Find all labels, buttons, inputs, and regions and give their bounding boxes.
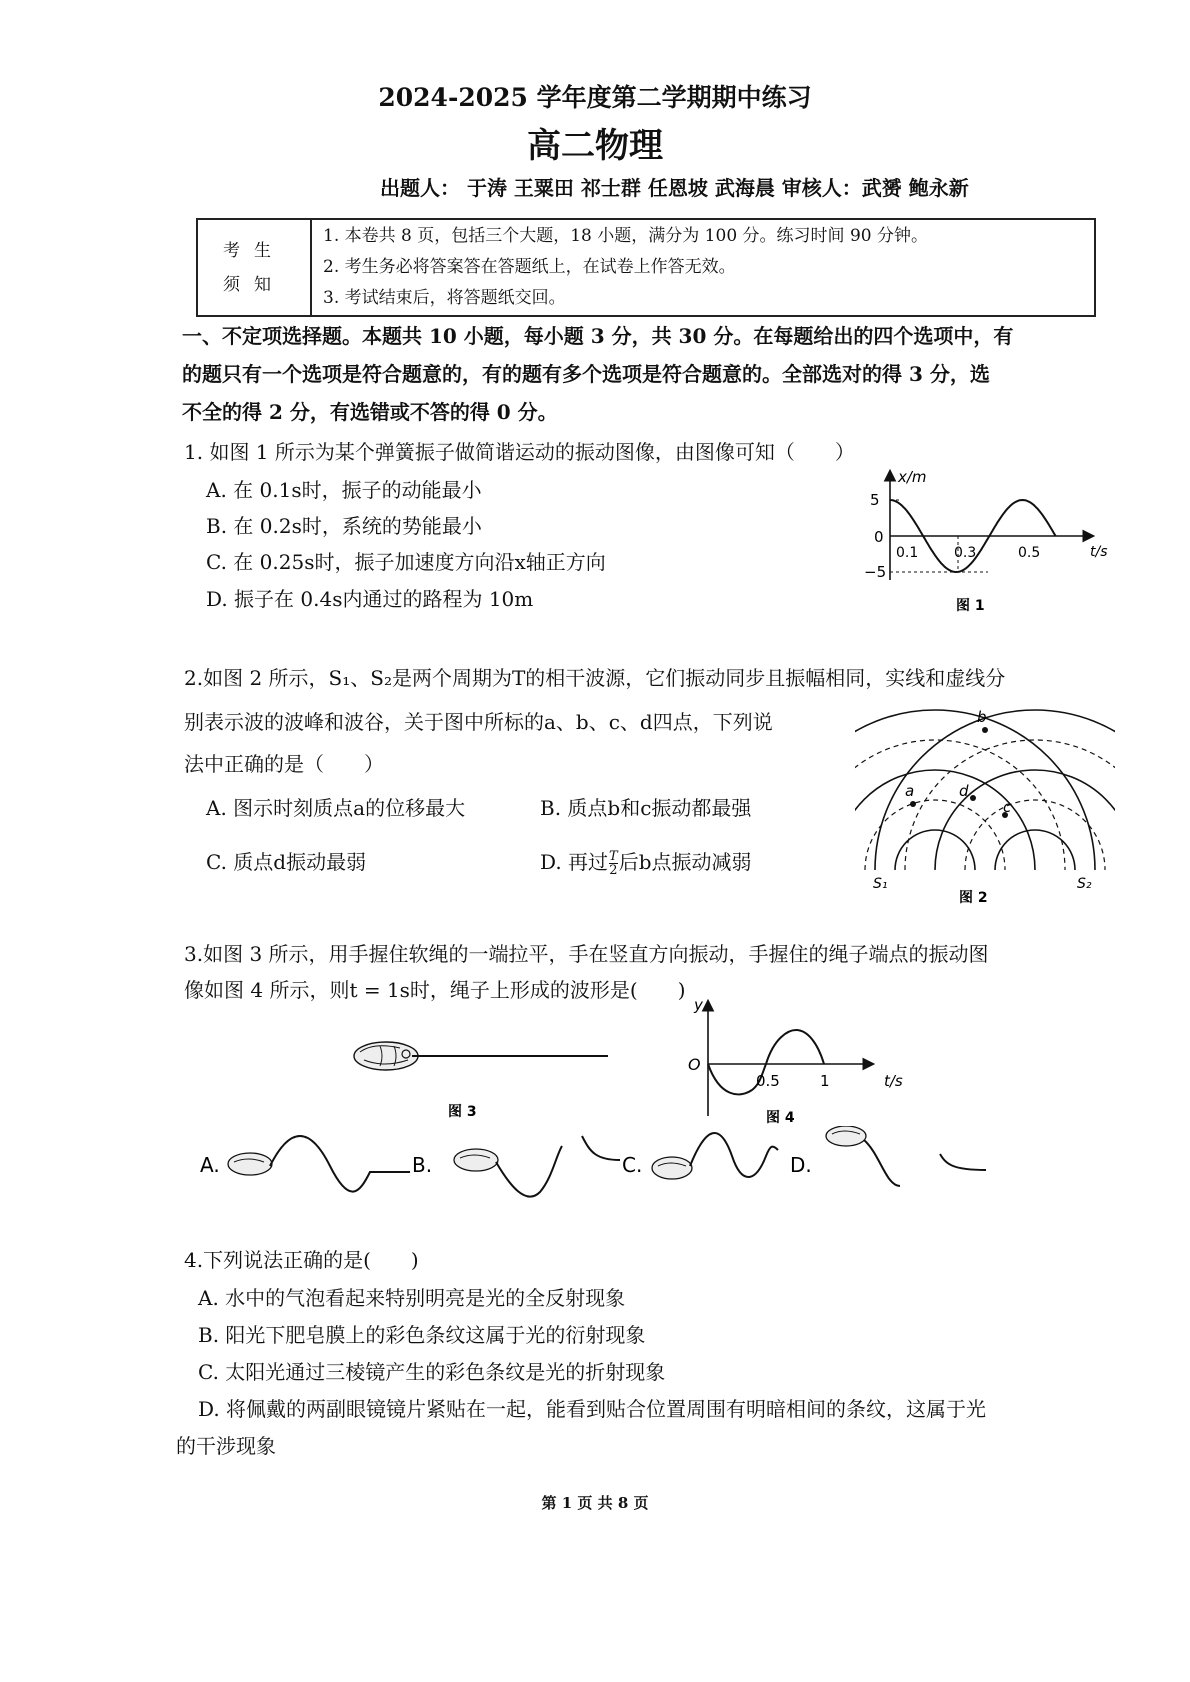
point-a: [910, 801, 916, 807]
exam-title: 2024-2025 学年度第二学期期中练习: [378, 83, 812, 112]
notice-line: 1. 本卷共 8 页，包括三个大题，18 小题，满分为 100 分。练习时间 90 分钟。: [323, 226, 928, 246]
q3-stem-2: 像如图 4 所示，则t = 1s时，绳子上形成的波形是( ): [184, 978, 686, 1002]
label-s1: S₁: [873, 876, 888, 892]
wave-option-c: [690, 1133, 778, 1177]
notice-label-top: 考生: [223, 240, 285, 261]
fraction-denominator: 2: [609, 863, 618, 878]
figure-caption: 图 1: [956, 598, 985, 614]
hand-icon: [228, 1153, 272, 1175]
section-instructions-1: 一、不定项选择题。本题共 10 小题，每小题 3 分，共 30 分。在每题给出的四个选项中，有: [182, 324, 1014, 348]
option-label-d: D.: [790, 1153, 812, 1177]
q3-stem-1: 3.如图 3 所示，用手握住软绳的一端拉平，手在竖直方向振动，手握住的绳子端点的振动图: [184, 942, 989, 966]
page-number: 第 1 页 共 8 页: [541, 1494, 649, 1512]
figure-2-interference: [855, 700, 1115, 905]
q4-option-a: A. 水中的气泡看起来特别明亮是光的全反射现象: [198, 1286, 626, 1310]
origin-label: 0: [874, 528, 884, 546]
x-label: t/s: [884, 1072, 903, 1090]
hand-icon: [354, 1042, 418, 1070]
subject-title: 高二物理: [527, 126, 663, 166]
notice-line: 3. 考试结束后，将答题纸交回。: [323, 288, 566, 308]
figure-caption: 图 4: [766, 1110, 795, 1126]
wave-option-a: [270, 1136, 410, 1192]
notice-label: [197, 219, 311, 316]
candidate-notice-box: [196, 218, 1096, 317]
figure-caption: 图 2: [959, 890, 988, 905]
q1-option-c: C. 在 0.25s时，振子加速度方向沿x轴正方向: [206, 550, 606, 574]
x-tick-label: 0.5: [1018, 545, 1041, 561]
y-tick-bottom: −5: [864, 563, 887, 581]
notice-lines: [311, 219, 1095, 316]
hand-icon: [454, 1149, 498, 1171]
q4-option-d-2: 的干涉现象: [176, 1434, 276, 1458]
option-label-b: B.: [412, 1153, 433, 1177]
wave-option-d: [864, 1140, 986, 1186]
y-tick-top: 5: [870, 491, 880, 509]
q2-d-prefix: D. 再过: [540, 850, 609, 874]
q3-options-waves: [190, 1126, 1110, 1206]
hand-icon: [826, 1126, 866, 1146]
x-tick-label: 0.3: [954, 545, 977, 561]
origin-label: O: [688, 1055, 701, 1074]
q1-option-d: D. 振子在 0.4s内通过的路程为 10m: [206, 587, 534, 611]
fraction-numerator: T: [609, 849, 618, 864]
point-b: [982, 727, 988, 733]
authors-line: 出题人： 于涛 王粟田 祁士群 任恩坡 武海晨 审核人：武赟 鲍永新: [380, 176, 969, 200]
figure-4-vibration-graph: [678, 994, 918, 1134]
tick-label: 0.5: [756, 1072, 780, 1090]
tick-label: 1: [820, 1072, 830, 1090]
q2-option-c: C. 质点d振动最弱: [206, 850, 367, 874]
q2-option-a: A. 图示时刻质点a的位移最大: [206, 796, 466, 820]
q1-stem: 1. 如图 1 所示为某个弹簧振子做简谐运动的振动图像，由图像可知（ ）: [184, 440, 855, 464]
q4-option-d-1: D. 将佩戴的两副眼镜镜片紧贴在一起，能看到贴合位置周围有明暗相间的条纹，这属于光: [198, 1397, 987, 1421]
point-d: [970, 795, 976, 801]
notice-label-bottom: 须知: [223, 274, 285, 295]
q1-option-a: A. 在 0.1s时，振子的动能最小: [206, 478, 482, 502]
figure-caption: 图 3: [448, 1104, 477, 1120]
section-instructions-3: 不全的得 2 分，有选错或不答的得 0 分。: [182, 400, 558, 424]
q4-option-b: B. 阳光下肥皂膜上的彩色条纹这属于光的衍射现象: [198, 1323, 646, 1347]
hand-icon: [652, 1157, 692, 1179]
crest-arc: [855, 770, 1035, 870]
q2-option-b: B. 质点b和c振动都最强: [540, 796, 752, 820]
y-label: x/m: [898, 468, 927, 486]
label-s2: S₂: [1077, 876, 1092, 892]
q2-stem-2: 别表示波的波峰和波谷，关于图中所标的a、b、c、d四点，下列说: [184, 710, 773, 734]
option-label-c: C.: [622, 1153, 643, 1177]
q4-option-c: C. 太阳光通过三棱镜产生的彩色条纹是光的折射现象: [198, 1360, 666, 1384]
label-c: c: [1003, 798, 1012, 816]
figure-3-hand-rope: [350, 1034, 620, 1134]
wave-option-b: [496, 1136, 620, 1197]
x-label: t/s: [1090, 544, 1108, 560]
figure-1-vibration-graph: [860, 460, 1120, 620]
label-b: b: [977, 708, 987, 726]
notice-line: 2. 考生务必将答案答在答题纸上，在试卷上作答无效。: [323, 257, 736, 277]
label-a: a: [905, 782, 915, 800]
option-label-a: A.: [200, 1153, 220, 1177]
y-label: y: [694, 996, 703, 1014]
fraction-t-over-2: [609, 850, 618, 877]
label-d: d: [959, 782, 969, 800]
q2-d-suffix: 后b点振动减弱: [618, 850, 752, 874]
q2-stem-1: 2.如图 2 所示，S₁、S₂是两个周期为T的相干波源，它们振动同步且振幅相同，实线和虚线分: [184, 666, 1006, 690]
q2-option-d: [540, 846, 752, 877]
q2-stem-3: 法中正确的是（ ）: [184, 752, 384, 776]
section-instructions-2: 的题只有一个选项是符合题意的，有的题有多个选项是符合题意的。全部选对的得 3 分，选: [182, 362, 990, 386]
q1-option-b: B. 在 0.2s时，系统的势能最小: [206, 514, 482, 538]
q4-stem: 4.下列说法正确的是( ): [184, 1248, 419, 1272]
x-tick-label: 0.1: [896, 545, 919, 561]
